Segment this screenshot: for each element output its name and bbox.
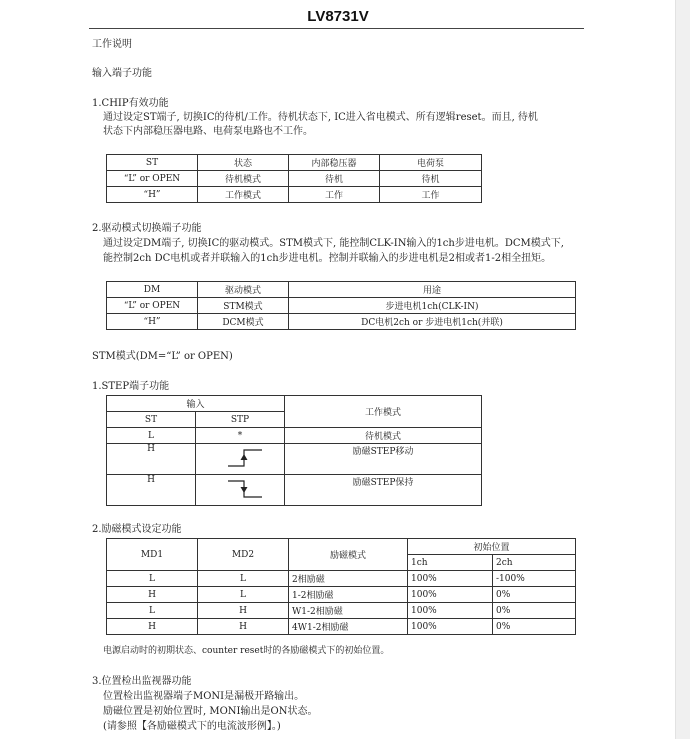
chip-paragraph-1: 通过设定ST端子, 切换IC的待机/工作。待机状态下, IC进入省电模式、所有逻辑reset。而且, 待机 <box>103 112 538 123</box>
excite-table <box>106 538 576 635</box>
table-cell: -100% <box>493 571 576 587</box>
falling-edge-icon <box>196 475 285 506</box>
section-input: 输入端子功能 <box>92 68 152 79</box>
table-cell: H <box>198 603 289 619</box>
table-cell: L <box>107 603 198 619</box>
header-cell: MD1 <box>107 539 198 571</box>
moni-line-2: 励磁位置是初始位置时, MONI输出是ON状态。 <box>103 706 318 717</box>
header-cell: MD2 <box>198 539 289 571</box>
table-cell: 待机 <box>289 171 380 187</box>
moni-heading: 3.位置检出监视器功能 <box>92 676 192 687</box>
table-cell: 待机模式 <box>285 428 482 444</box>
table-header-row <box>107 539 576 555</box>
header-cell: ST <box>107 412 196 428</box>
header-cell: 初始位置 <box>408 539 576 555</box>
header-cell: 内部稳压器 <box>289 155 380 171</box>
header-cell: 电荷泵 <box>380 155 482 171</box>
table-cell: “L” or OPEN <box>107 171 198 187</box>
chip-table <box>106 154 482 203</box>
table-cell: L <box>198 571 289 587</box>
header-cell: ST <box>107 155 198 171</box>
table-row <box>107 314 576 330</box>
table-cell: 100% <box>408 571 493 587</box>
chip-heading: 1.CHIP有效功能 <box>92 98 169 109</box>
header-cell: 2ch <box>493 555 576 571</box>
table-header-row <box>107 155 482 171</box>
step-table <box>106 395 482 506</box>
scrollbar[interactable] <box>675 0 690 739</box>
drive-table <box>106 281 576 330</box>
table-cell: “L” or OPEN <box>107 298 198 314</box>
table-header-row <box>107 282 576 298</box>
header-cell: 工作模式 <box>285 396 482 428</box>
header-cell: 驱动模式 <box>198 282 289 298</box>
table-row <box>107 171 482 187</box>
header-cell: 状态 <box>198 155 289 171</box>
chip-paragraph-2: 状态下内部稳压器电路、电荷泵电路也不工作。 <box>103 126 313 137</box>
table-cell: 工作 <box>289 187 380 203</box>
table-row <box>107 619 576 635</box>
table-cell: H <box>107 444 196 475</box>
table-cell: H <box>107 619 198 635</box>
table-row <box>107 571 576 587</box>
table-cell: 4W1-2相励磁 <box>289 619 408 635</box>
table-row <box>107 428 482 444</box>
title-divider <box>89 28 584 29</box>
header-cell: 1ch <box>408 555 493 571</box>
table-row <box>107 444 482 475</box>
excite-note: 电源启动时的初期状态、counter reset时的各励磁模式下的初始位置。 <box>103 646 390 656</box>
table-cell: 待机 <box>380 171 482 187</box>
table-cell: * <box>196 428 285 444</box>
header-cell: 励磁模式 <box>289 539 408 571</box>
section-work: 工作说明 <box>92 39 132 50</box>
table-cell: 工作模式 <box>198 187 289 203</box>
table-cell: 励磁STEP保持 <box>285 475 482 506</box>
header-cell: DM <box>107 282 198 298</box>
table-cell: 步进电机1ch(CLK-IN) <box>289 298 576 314</box>
drive-heading: 2.驱动模式切换端子功能 <box>92 223 202 234</box>
table-cell: STM模式 <box>198 298 289 314</box>
table-cell: 待机模式 <box>198 171 289 187</box>
page-title: LV8731V <box>307 8 369 25</box>
header-cell: 输入 <box>107 396 285 412</box>
table-cell: 励磁STEP移动 <box>285 444 482 475</box>
table-cell: W1-2相励磁 <box>289 603 408 619</box>
table-row <box>107 298 576 314</box>
table-cell: DCM模式 <box>198 314 289 330</box>
drive-paragraph-2: 能控制2ch DC电机或者并联输入的1ch步进电机。控制并联输入的步进电机是2相或者1-2相全扭矩。 <box>103 253 552 264</box>
table-cell: L <box>107 428 196 444</box>
table-cell: 0% <box>493 587 576 603</box>
table-cell: DC电机2ch or 步进电机1ch(并联) <box>289 314 576 330</box>
table-cell: H <box>107 587 198 603</box>
table-cell: 100% <box>408 587 493 603</box>
moni-line-3: (请参照【各励磁模式下的电流波形例】。) <box>103 721 281 732</box>
header-cell: STP <box>196 412 285 428</box>
table-cell: L <box>198 587 289 603</box>
moni-line-1: 位置检出监视器端子MONI是漏极开路输出。 <box>103 691 305 702</box>
stm-mode-heading: STM模式(DM=“L” or OPEN) <box>92 351 233 362</box>
table-cell: L <box>107 571 198 587</box>
table-row <box>107 603 576 619</box>
table-cell: 工作 <box>380 187 482 203</box>
excite-heading: 2.励磁模式设定功能 <box>92 524 182 535</box>
table-header-row <box>107 396 482 412</box>
step-heading: 1.STEP端子功能 <box>92 381 170 392</box>
table-cell: 0% <box>493 619 576 635</box>
table-cell: “H” <box>107 314 198 330</box>
table-cell: 100% <box>408 603 493 619</box>
table-cell: H <box>198 619 289 635</box>
drive-paragraph-1: 通过设定DM端子, 切换IC的驱动模式。STM模式下, 能控制CLK-IN输入的1ch步进电机。DCM模式下, <box>103 238 564 249</box>
table-cell: 100% <box>408 619 493 635</box>
table-row <box>107 187 482 203</box>
table-cell: H <box>107 475 196 506</box>
table-cell: 1-2相励磁 <box>289 587 408 603</box>
table-row <box>107 475 482 506</box>
table-cell: 0% <box>493 603 576 619</box>
rising-edge-icon <box>196 444 285 475</box>
header-cell: 用途 <box>289 282 576 298</box>
table-cell: 2相励磁 <box>289 571 408 587</box>
table-row <box>107 587 576 603</box>
table-cell: “H” <box>107 187 198 203</box>
